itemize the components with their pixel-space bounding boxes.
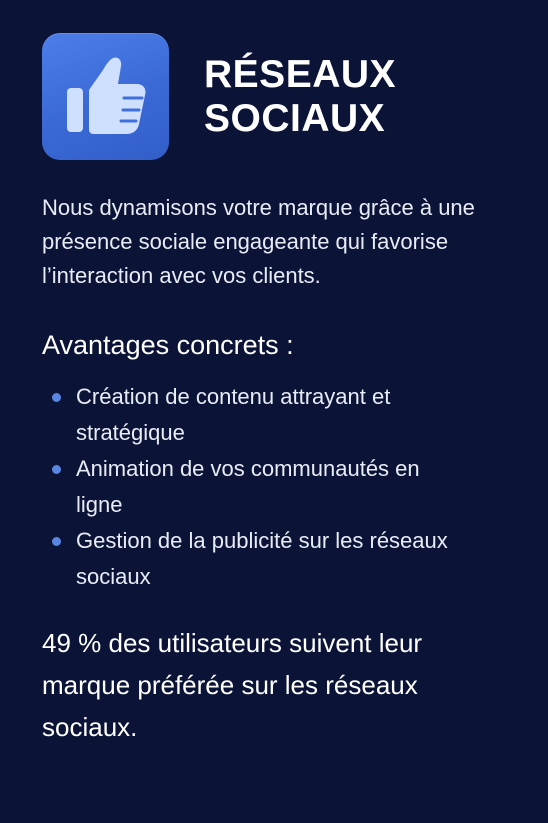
benefits-heading: Avantages concrets : xyxy=(42,330,294,360)
list-item xyxy=(42,523,496,595)
bullet-dot xyxy=(52,465,61,474)
card-header xyxy=(42,33,464,160)
list-item xyxy=(42,379,496,451)
list-item-label: Création de contenu attrayant et stratégique xyxy=(76,384,391,445)
page-title: RÉSEAUX SOCIAUX xyxy=(204,52,397,140)
list-item-label: Gestion de la publicité sur les réseaux sociaux xyxy=(76,528,448,589)
benefits-list xyxy=(42,379,512,595)
intro-text: Nous dynamisons votre marque grâce à une présence sociale engageante qui favorise l’interaction avec vos clients. xyxy=(42,195,475,288)
list-item xyxy=(42,451,496,523)
thumbs-up-icon xyxy=(63,54,149,140)
bullet-dot xyxy=(52,537,61,546)
bullet-dot xyxy=(52,393,61,402)
social-app-icon xyxy=(42,33,169,160)
list-item-label: Animation de vos communautés en ligne xyxy=(76,456,420,517)
statistic-text: 49 % des utilisateurs suivent leur marque préférée sur les réseaux sociaux. xyxy=(42,628,423,742)
